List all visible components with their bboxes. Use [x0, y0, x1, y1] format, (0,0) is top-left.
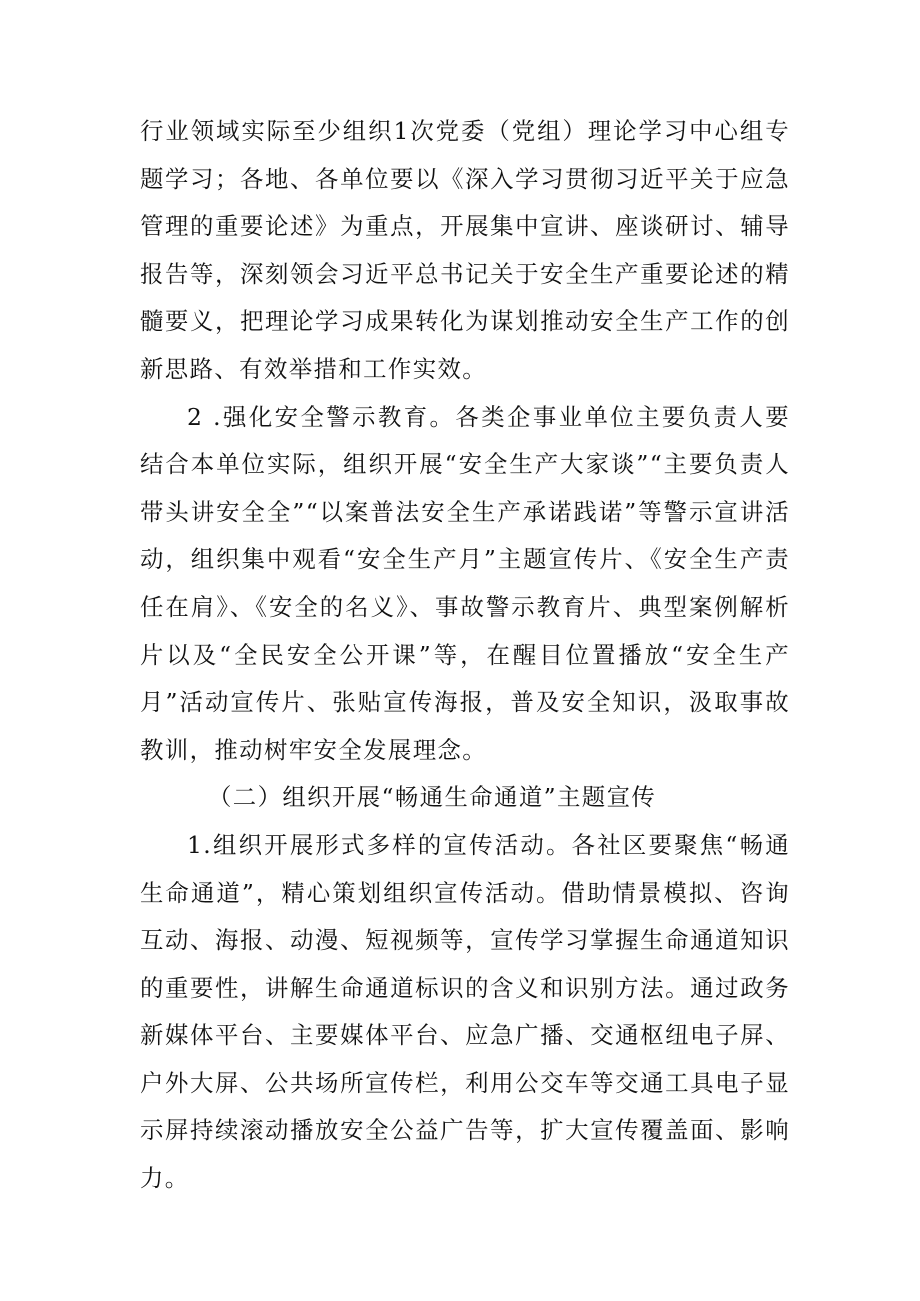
paragraph-continuation: 行业领域实际至少组织1次党委（党组）理论学习中心组专题学习；各地、各单位要以《深入学习贯彻习近平关于应急管理的重要论述》为重点，开展集中宣讲、座谈研讨、辅导报告等，深刻领会习近平总书记关于安全生产重要论述的精髓要义，把理论学习成果转化为谋划推动安全生产工作的创新思路、有效举措和工作实效。 [140, 117, 790, 383]
document-body [140, 108, 790, 1203]
section-heading-life-passage: （二）组织开展“畅通生命通道”主题宣传 [208, 783, 657, 812]
paragraph-safety-warning-education: 2 .强化安全警示教育。各类企事业单位主要负责人要结合本单位实际，组织开展“安全生产大家谈”“主要负责人带头讲安全全”“以案普法安全生产承诺践诺”等警示宣讲活动，组织集中观看“安全生产月”主题宣传片、《安全生产责任在肩》、《安全的名义》、事故警示教育片、典型案例解析片以及“全民安全公开课”等，在醒目位置播放“安全生产月”活动宣传片、张贴宣传海报，普及安全知识，汲取事故教训，推动树牢安全发展理念。 [140, 402, 790, 764]
paragraph-publicity-activities: 1.组织开展形式多样的宣传活动。各社区要聚焦“畅通生命通道”，精心策划组织宣传活动。借助情景模拟、咨询互动、海报、动漫、短视频等，宣传学习掌握生命通道知识的重要性，讲解生命通道标识的含义和识别方法。通过政务新媒体平台、主要媒体平台、应急广播、交通枢纽电子屏、户外大屏、公共场所宣传栏，利用公交车等交通工具电子显示屏持续滚动播放安全公益广告等，扩大宣传覆盖面、影响力。 [140, 830, 790, 1193]
